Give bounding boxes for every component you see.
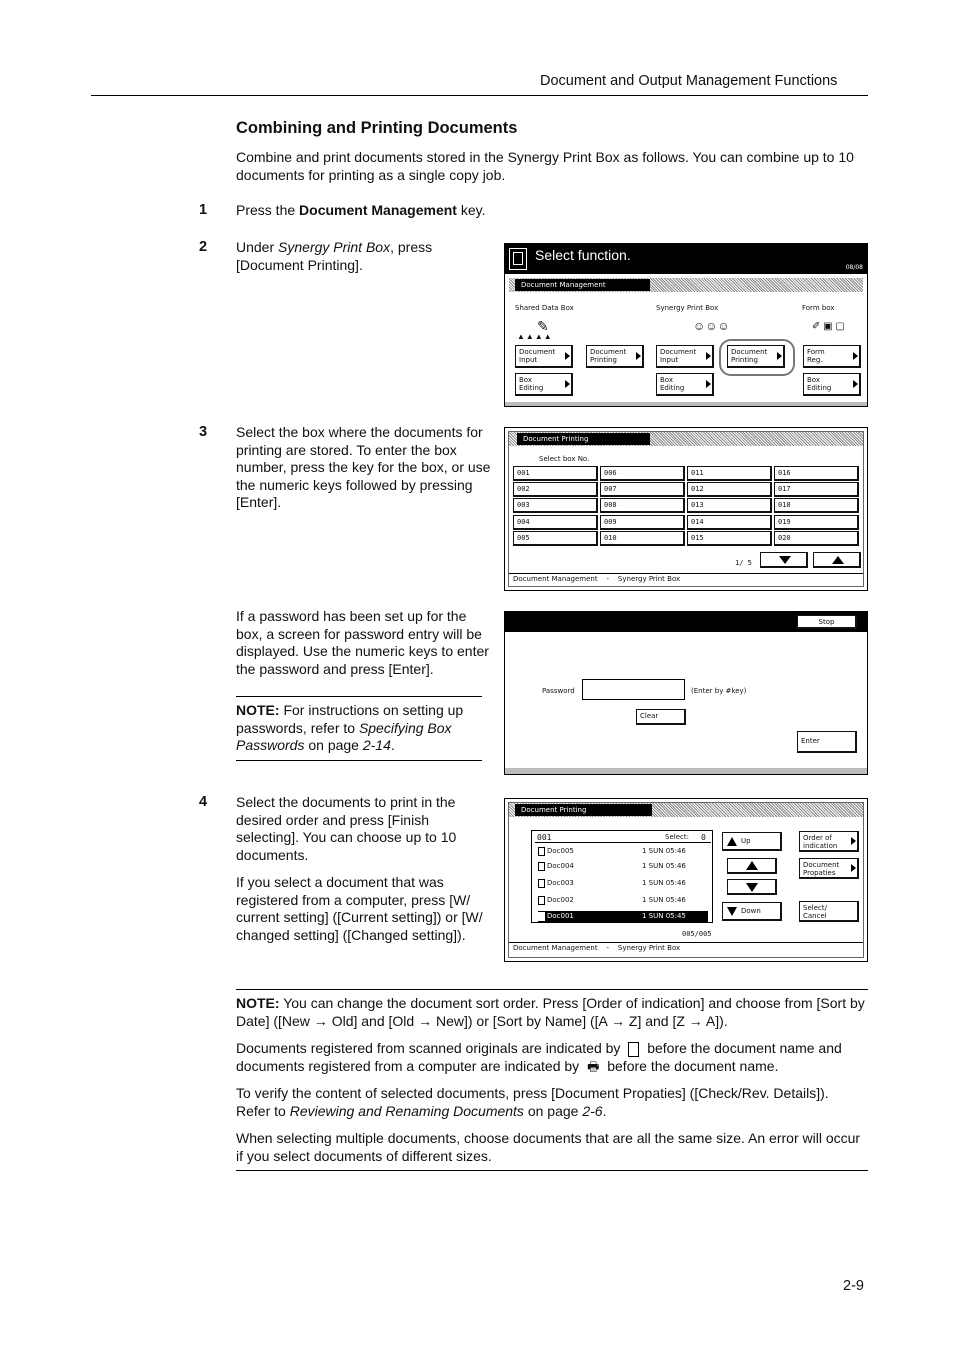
document-row[interactable] — [538, 911, 708, 922]
password-paragraph: If a password has been set up for the box, a screen for password entry will be displayed. Use the numeric keys to enter the password and press [Enter]. — [236, 608, 489, 677]
page-number: 2-9 — [843, 1278, 864, 1294]
computer-document-icon: 🖶 — [587, 1059, 600, 1074]
document-time: 1 SUN 05:46 — [642, 862, 686, 870]
document-name: Doc002 — [547, 896, 574, 904]
down-arrow-icon — [746, 883, 758, 892]
step-3-text: Select the box where the documents for printing are stored. To enter the box number, press the key for the box, or use the numeric keys followed by pressing [Enter]. — [236, 424, 491, 510]
document-name: Doc001 — [547, 912, 574, 920]
form-box-editing-button[interactable]: Box Editing — [803, 373, 861, 396]
screen-select-function — [504, 243, 868, 407]
box-key[interactable]: 001 — [513, 466, 598, 481]
up-button[interactable]: Up — [722, 832, 782, 851]
box-key[interactable]: 011 — [687, 466, 772, 481]
step-3-number: 3 — [199, 424, 208, 440]
breadcrumb-2: Document Management - Synergy Print Box — [513, 944, 681, 952]
shared-box-icon: ✎ — [537, 318, 549, 334]
screen-title: Select function. — [535, 247, 631, 263]
tab-document-printing-2[interactable]: Document Printing — [515, 804, 652, 816]
down-triangle-icon — [727, 907, 737, 916]
scanned-document-icon — [538, 879, 545, 888]
document-time: 1 SUN 05:46 — [642, 879, 686, 887]
shared-document-input-button[interactable]: Document Input — [515, 345, 573, 368]
form-reg-button[interactable]: Form Reg. — [803, 345, 861, 368]
document-time: 1 SUN 05:45 — [642, 912, 686, 920]
page-up-button[interactable] — [813, 552, 861, 568]
running-header: Document and Output Management Functions — [540, 73, 838, 89]
scanned-document-icon — [538, 912, 545, 921]
document-row[interactable] — [538, 861, 708, 872]
box-key[interactable]: 016 — [774, 466, 859, 481]
up-triangle-icon — [727, 837, 737, 846]
notes-rule-top — [236, 989, 868, 990]
document-row[interactable] — [538, 846, 708, 857]
note-icons-line-2: documents registered from a computer are indicated by 🖶 before the document name. — [236, 1058, 779, 1074]
document-list — [531, 830, 713, 923]
select-cancel-button[interactable]: Select/ Cancel — [799, 901, 859, 922]
select-label: Select: — [665, 833, 689, 841]
document-time: 1 SUN 05:46 — [642, 896, 686, 904]
synergy-people-icon: ☺☺☺ — [693, 319, 730, 333]
shared-document-printing-button[interactable]: Document Printing — [586, 345, 644, 368]
box-key[interactable]: 006 — [600, 466, 685, 481]
scanned-document-icon — [538, 847, 545, 856]
page-down-button[interactable] — [760, 552, 808, 568]
box-key[interactable]: 007 — [600, 482, 685, 497]
box-key[interactable]: 009 — [600, 515, 685, 530]
intro-paragraph: Combine and print documents stored in the Synergy Print Box as follows. You can combine up to 10 documents for printing as a single copy job. — [236, 149, 854, 183]
note-rule-bottom — [236, 760, 482, 761]
screen-select-box — [504, 427, 868, 591]
box-key[interactable]: 014 — [687, 515, 772, 530]
password-hint: (Enter by #key) — [691, 687, 747, 695]
page-indicator: 1/ 5 — [735, 559, 752, 567]
up-arrow-icon — [746, 861, 758, 870]
screen-date: 08/08 — [845, 264, 863, 271]
stop-button[interactable]: Stop — [797, 615, 857, 629]
box-key[interactable]: 015 — [687, 531, 772, 546]
box-key[interactable]: 013 — [687, 498, 772, 513]
tab-document-printing[interactable]: Document Printing — [517, 433, 650, 445]
box-key[interactable]: 008 — [600, 498, 685, 513]
step-1-number: 1 — [199, 202, 208, 218]
notes-rule-bottom — [236, 1170, 868, 1171]
box-key[interactable]: 004 — [513, 515, 598, 530]
col-form-box: Form box — [802, 304, 835, 312]
box-key[interactable]: 019 — [774, 515, 859, 530]
box-key[interactable]: 002 — [513, 482, 598, 497]
document-count: 005/005 — [682, 930, 712, 938]
document-propaties-button[interactable]: Document Propaties — [799, 858, 859, 879]
scroll-down-button[interactable] — [727, 879, 777, 895]
document-name: Doc004 — [547, 862, 574, 870]
clear-button[interactable]: Clear — [636, 709, 686, 725]
scanned-document-icon — [628, 1042, 639, 1057]
breadcrumb: Document Management - Synergy Print Box — [513, 575, 681, 583]
box-key[interactable]: 003 — [513, 498, 598, 513]
note-same-size: When selecting multiple documents, choose documents that are all the same size. An error will occur if you select documents of different sizes. — [236, 1130, 861, 1164]
form-icon: ✐ ▣ ▢ — [812, 321, 845, 332]
synergy-document-input-button[interactable]: Document Input — [656, 345, 714, 368]
select-box-label: Select box No. — [539, 455, 590, 463]
tab-document-management[interactable]: Document Management — [515, 279, 650, 291]
step-2-text: Under Synergy Print Box, press [Document Printing]. — [236, 239, 433, 273]
box-key[interactable]: 010 — [600, 531, 685, 546]
step-1-text: Press the Document Management key. — [236, 202, 486, 218]
step-4-text: Select the documents to print in the desired order and press [Finish selecting]. You can choose up to 10 documents. — [236, 794, 457, 863]
box-key[interactable]: 018 — [774, 498, 859, 513]
note-password: NOTE: For instructions on setting up passwords, refer to Specifying Box Passwords on page 2-14. — [236, 702, 464, 753]
col-shared-data-box: Shared Data Box — [515, 304, 574, 312]
synergy-document-printing-button[interactable]: Document Printing — [727, 345, 785, 368]
box-key[interactable]: 017 — [774, 482, 859, 497]
shared-box-editing-button[interactable]: Box Editing — [515, 373, 573, 396]
order-of-indication-button[interactable]: Order of indication — [799, 831, 859, 852]
step-4-text-2: If you select a document that was registered from a computer, press [W/ current setting] ([Current setting]) or [W/ changed setting] ([Changed setting]). — [236, 874, 483, 943]
down-button[interactable]: Down — [722, 902, 782, 921]
box-key[interactable]: 012 — [687, 482, 772, 497]
document-time: 1 SUN 05:46 — [642, 847, 686, 855]
down-arrow-icon — [779, 556, 791, 564]
section-title: Combining and Printing Documents — [236, 119, 518, 137]
box-number: 001 — [537, 833, 552, 842]
step-4-number: 4 — [199, 794, 208, 810]
scanned-document-icon — [538, 862, 545, 871]
document-name: Doc005 — [547, 847, 574, 855]
up-arrow-icon — [832, 556, 844, 564]
screen-password — [504, 611, 868, 775]
header-rule — [91, 95, 868, 96]
password-input[interactable] — [582, 679, 685, 700]
note-propaties: To verify the content of selected documents, press [Document Propaties] ([Check/Rev. Details]). Refer to Reviewing and Renaming Documents on page 2-6. — [236, 1085, 829, 1119]
document-row[interactable] — [538, 895, 708, 906]
synergy-box-editing-button[interactable]: Box Editing — [656, 373, 714, 396]
select-count: 0 — [701, 833, 706, 842]
document-row[interactable] — [538, 878, 708, 889]
step-2-number: 2 — [199, 239, 208, 255]
note-rule-top — [236, 696, 482, 697]
note-sort-order: NOTE: You can change the document sort order. Press [Order of indication] and choose from [Sort by Date] ([New → Old] and [Old → New]) or [Sort by Name] ([A → Z] and [Z → A]). — [236, 995, 865, 1029]
highlight-circle — [719, 339, 795, 376]
scroll-up-button[interactable] — [727, 858, 777, 874]
password-label: Password — [542, 687, 575, 695]
document-icon — [509, 248, 527, 270]
col-synergy-print-box: Synergy Print Box — [656, 304, 719, 312]
document-name: Doc003 — [547, 879, 574, 887]
people-icon: ▲▲▲▲ — [517, 332, 553, 341]
note-icons-line-1: Documents registered from scanned originals are indicated by before the document name and — [236, 1040, 842, 1056]
enter-button[interactable]: Enter — [797, 731, 857, 753]
box-key[interactable]: 005 — [513, 531, 598, 546]
box-key[interactable]: 020 — [774, 531, 859, 546]
scanned-document-icon — [538, 896, 545, 905]
